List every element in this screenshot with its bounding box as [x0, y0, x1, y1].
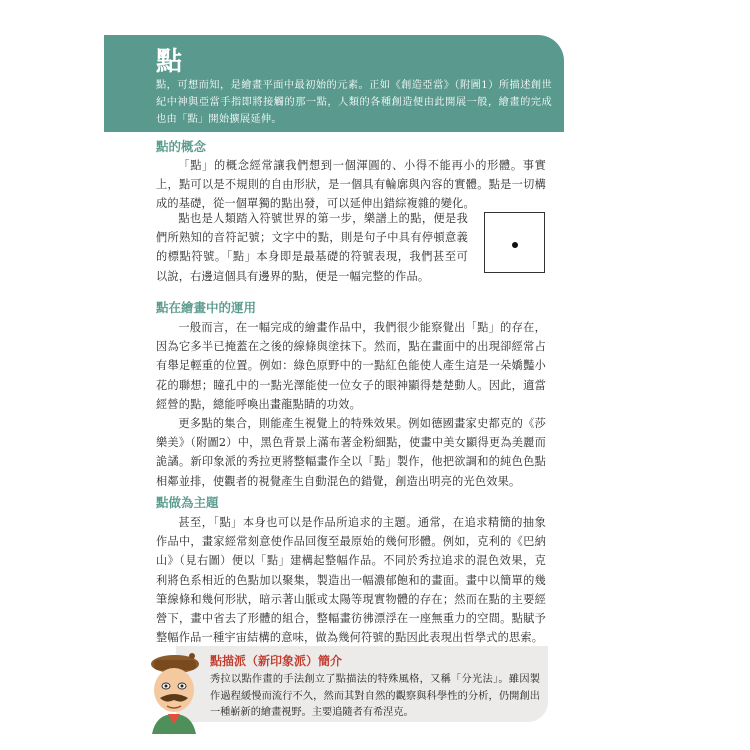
section-title-theme: 點做為主題 — [156, 495, 219, 510]
info-box-title: 點描派（新印象派）簡介 — [210, 654, 343, 668]
info-box — [176, 646, 548, 722]
dot-icon — [512, 242, 518, 248]
paragraph: 甚至，「點」本身也可以是作品所追求的主題。通常，在追求精簡的抽象作品中，畫家經常刻意使作品回復至最原始的幾何形體。例如，克利的《巴納山》（見右圖）便以「點」建構起整幅作品。不同於秀拉追求的混色效果，克利將色系相近的色點加以聚集，製造出一幅濃郁飽和的畫面。畫中以簡單的幾筆線條和幾何形狀，暗示著山脈或太陽等現實物體的存在；然而在點的主要經營下，畫中省去了形體的組合，整幅畫彷彿漂浮在一座無重力的空間。點賦予整幅作品一種宇宙結構的意味，做為幾何符號的點因此表現出哲學式的思索。 — [156, 516, 546, 645]
paragraph: 更多點的集合，則能產生視覺上的特殊效果。例如德國畫家史都克的《莎樂美》（附圖2）中，黑色背景上滿布著金粉細點，使畫中美女顯得更為美麗而詭譎。新印象派的秀拉更將整幅畫作全以「點」製作，他把欲調和的純色色點相鄰並排，使觀者的視覺產生自動混色的錯覺，創造出明亮的光色效果。 — [156, 417, 546, 488]
paragraph: 一般而言，在一幅完成的繪畫作品中，我們很少能察覺出「點」的存在，因為它多半已掩蓋在之後的線條與塗抹下。然而，點在畫面中的出現卻經常占有舉足輕重的位置。例如：綠色原野中的一點紅色能使人產生這是一朵嬌豔小花的聯想；瞳孔中的一點光澤能使一位女子的眼神顯得楚楚動人。因此，適當經營的點，總能呼喚出畫龍點睛的功效。 — [156, 321, 546, 411]
info-box-text: 秀拉以點作畫的手法創立了點描法的特殊風格，又稱「分光法」。雖因製作過程緩慢而流行不久，然而其對自然的觀察與科學性的分析，仍開創出一種嶄新的繪畫視野。主要追隨者有希涅克。 — [210, 674, 540, 718]
chapter-intro: 點，可想而知，是繪畫平面中最初始的元素。正如《創造亞當》（附圖1）所描述創世紀中神與亞當手指即將接觸的那一點，人類的各種創造便由此開展一般，繪畫的完成也由「點」開始擴展延伸。 — [156, 80, 552, 125]
chapter-title: 點 — [156, 47, 184, 77]
section-title-concept: 點的概念 — [156, 139, 207, 154]
section-title-painting: 點在繪畫中的運用 — [156, 300, 257, 315]
paragraph: 「點」的概念經常讓我們想到一個渾圓的、小得不能再小的形體。事實上，點可以是不規則的自由形狀，是一個具有輪廓與內容的實體。點是一切構成的基礎，從一個單獨的點出發，可以延伸出錯綜複雜的變化。 — [156, 159, 546, 211]
dot-figure — [484, 212, 545, 273]
painter-mascot-icon — [142, 650, 206, 734]
paragraph: 點也是人類踏入符號世界的第一步，樂譜上的點，便是我們所熟知的音符記號；文字中的點，則是句子中具有停頓意義的標點符號。「點」本身即是最基礎的符號表現，我們甚至可以說，右邊這個具有邊界的點，便是一幅完整的作品。 — [156, 212, 468, 283]
chapter-header — [104, 35, 564, 132]
